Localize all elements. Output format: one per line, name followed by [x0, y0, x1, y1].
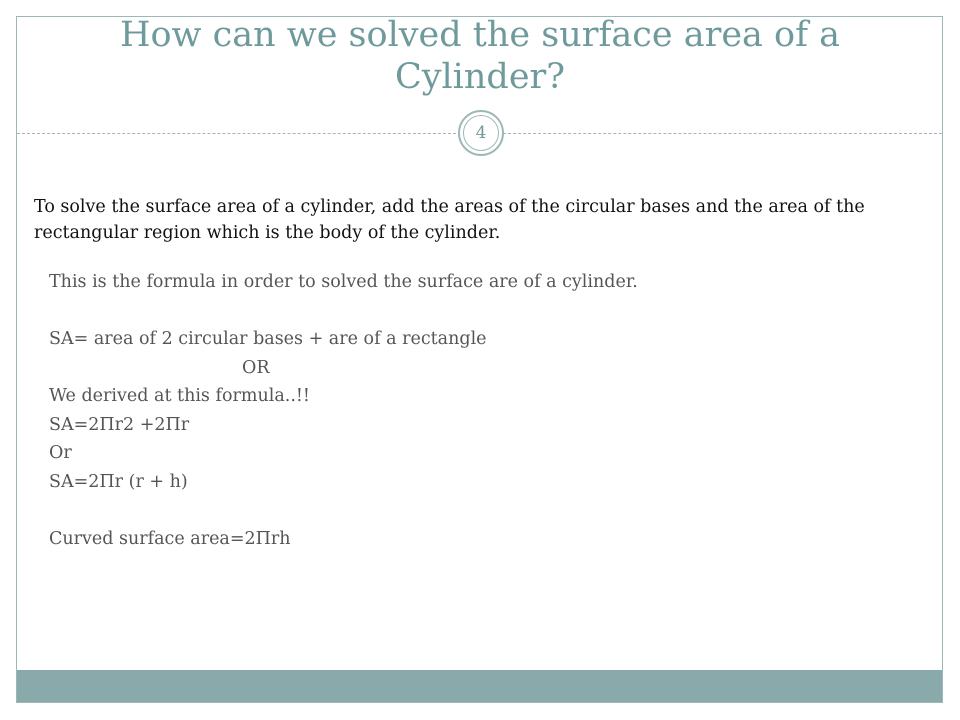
formula-line-sa-2: SA=2Πr (r + h)	[49, 471, 188, 492]
slide-number: 4	[463, 115, 499, 151]
formula-line-or-2: Or	[49, 443, 72, 463]
slide-title: How can we solved the surface area of a Cylinder?	[119, 15, 841, 97]
slide-number-badge	[458, 110, 504, 156]
formula-intro-line: This is the formula in order to solved the surface are of a cylinder.	[49, 272, 638, 292]
blank-line-2	[49, 496, 909, 525]
formula-line-or: OR	[242, 357, 270, 378]
formula-block	[49, 268, 909, 553]
footer-bar	[17, 670, 942, 702]
formula-line-derived: We derived at this formula..!!	[49, 386, 310, 406]
blank-line	[49, 297, 909, 326]
intro-paragraph: To solve the surface area of a cylinder, add the areas of the circular bases and the area of the rectangular region which is the body of the cylinder.	[34, 197, 865, 243]
formula-line-curved: Curved surface area=2Πrh	[49, 528, 291, 549]
formula-line-sa-1: SA=2Πr2 +2Πr	[49, 414, 190, 435]
formula-line-area-sum: SA= area of 2 circular bases + are of a rectangle	[49, 329, 487, 349]
